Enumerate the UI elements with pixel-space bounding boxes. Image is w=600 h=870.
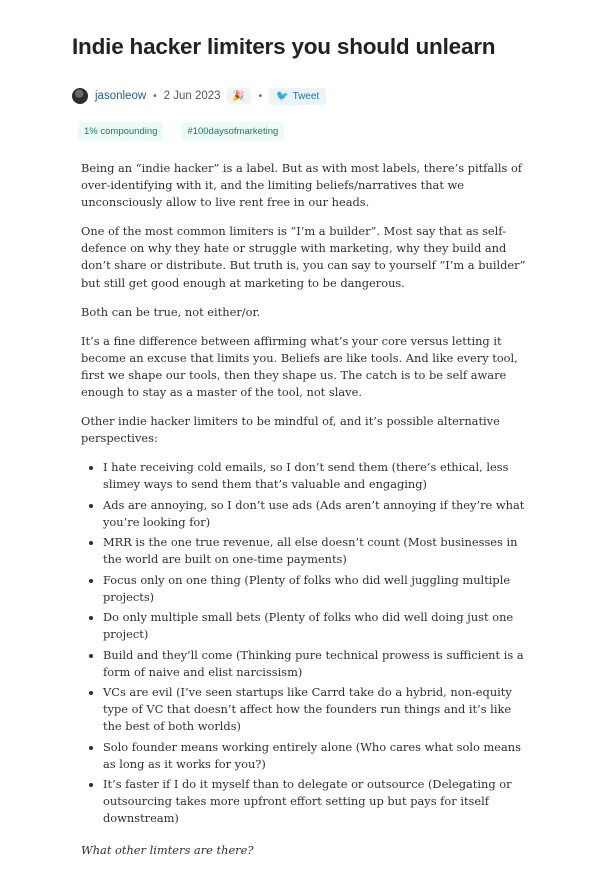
post-title: Indie hacker limiters you should unlearn (72, 34, 496, 59)
separator-dot: • (258, 90, 263, 102)
list-item: • Build and they’ll come (Thinking pure technical prowess is sufficient is a form of naive and elist narcissism) (103, 647, 526, 681)
list-item: • Ads are annoying, so I don’t use ads (Ads aren’t annoying if they’re what you’re looking for) (103, 497, 526, 531)
tag-100daysofmarketing[interactable]: #100daysofmarketing (181, 122, 284, 141)
list-item: • Solo founder means working entirely alone (Who cares what solo means as long as it works for you?) (103, 739, 526, 773)
author-link[interactable]: jasonleow (95, 90, 147, 102)
list-item: • Do only multiple small bets (Plenty of folks who did well doing just one project) (103, 609, 526, 643)
list-item: • It’s faster if I do it myself than to delegate or outsource (Delegating or outsourcing takes more upfront effort setting up but pays for itself downstream) (103, 776, 526, 827)
post-date: 2 Jun 2023 (163, 90, 221, 102)
tag-compounding[interactable]: 1% compounding (78, 122, 163, 141)
list-item: • I hate receiving cold emails, so I don’t send them (there’s ethical, less slimey ways to send them that’s valuable and engaging) (103, 459, 526, 493)
closing-question: What other limters are there? (81, 842, 254, 857)
list-item: • Focus only on one thing (Plenty of folks who did well juggling multiple projects) (103, 572, 526, 606)
paragraph: Both can be true, not either/or. (81, 304, 261, 319)
tweet-button[interactable] (269, 88, 326, 105)
paragraph: One of the most common limiters is “I’m a builder”. Most say that as self-defence on why they hate or struggle with marketing, why they build and don’t share or distribute. But truth is, you can say to yourself “I’m a builder” but still get good enough at marketing to be dangerous. (81, 224, 526, 290)
avatar[interactable] (72, 88, 88, 104)
tag-list (78, 122, 284, 141)
paragraph: It’s a fine difference between affirming what’s your core versus letting it become an excuse that limits you. Beliefs are like tools. And like every tool, first we shape our tools, then they shape us. The catch is to be self aware enough to stay as a master of the tool, not slave. (81, 333, 518, 400)
list-item: • MRR is the one true revenue, all else doesn’t count (Most businesses in the world are built on one-time payments) (103, 534, 526, 568)
paragraph: Other indie hacker limiters to be mindful of, and it’s possible alternative perspectives: (81, 414, 500, 446)
party-popper-icon: 🎉 (232, 90, 245, 102)
post-body (81, 160, 526, 859)
celebrate-reaction-button[interactable] (227, 88, 251, 104)
post-meta (72, 86, 326, 106)
limiters-list (81, 459, 526, 827)
list-item: • VCs are evil (I’ve seen startups like Carrd take do a hybrid, non-equity type of VC that doesn’t affect how the founders run things and it’s like the best of both worlds) (103, 684, 526, 735)
separator-dot: • (153, 90, 157, 102)
paragraph: Being an “indie hacker” is a label. But as with most labels, there’s pitfalls of over-identifying with it, and the limiting beliefs/narratives that we unconsciously allow to live rent free in our heads. (81, 161, 523, 210)
twitter-bird-icon: 🐦 (276, 90, 289, 102)
tweet-label: Tweet (292, 90, 320, 102)
